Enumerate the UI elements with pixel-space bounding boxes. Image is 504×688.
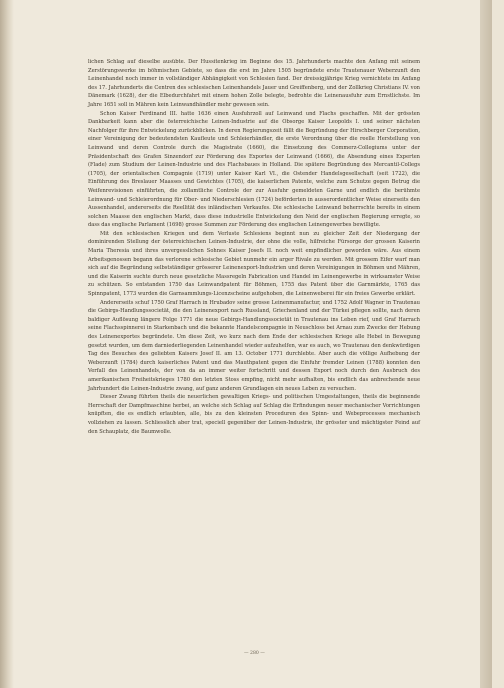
paragraph-3: Mit den schlesischen Kriegen und dem Verluste Schlesiens beginnt nun zu gleicher Zeit der Niedergang der dominirenden Stellung der österreichischen Leinen-Industrie, der ohne die volle, hilfreiche Fürsorge der grossen Kaiserin Maria Theresia und ihres unvergesslichen Sohnes Kaiser Josefs II. noch weit empfindlicher geworden wäre. Aus einem Arbeitsgenossen begann das verlorene schlesische Gebiet nunmehr ein arger Rivale zu werden. Mit grossem Eifer warf man sich auf die Begründung selbstständiger grösserer Leinenexport-Industrien und deren Vereinigungen in Böhmen und Mähren, und die Kaiserin suchte durch neue gesetzliche Massregeln Fabrication und Handel im Leinengewerbe in wirksamster Weise zu schützen. So entstanden 1750 das Leinwandpatent für Böhmen, 1755 das Patent über die Garnmärkte, 1765 das Spinnpatent, 1773 wurden die Garnsammlungs-Licenzscheine aufgehoben, die Leinenweberei für ein freies Gewerbe erklärt. bbox=[88, 230, 420, 298]
paragraph-5: Dieser Zwang führten theils die neuerlichen gewaltigen Kriegs- und politischen Umgestaltungen, theils die beginnende Herrschaft der Dampfmaschine herbei, an welche sich Schlag auf Schlag die Erfindungen neuer mechanischer Vorrichtungen knüpften, die es endlich erlaubten, alle, bis zu den kleinsten Proceduren des Spinn- und Webeprocesses mechanisch vollziehen zu lassen. Schliesslich aber trat, speciell gegenüber der Leinen-Industrie, ihr grösster und mächtigster Feind auf den Schauplatz, die Baumwolle. bbox=[88, 394, 420, 435]
body-text bbox=[88, 58, 420, 436]
paragraph-2: Schon Kaiser Ferdinand III. hatte 1636 einen Ausfuhrzoll auf Leinwand und Flachs geschaffen. Mit der grössten Dankbarkeit kann aber die österreichische Leinen-Industrie auf die Obsorge Kaiser Leopolds I. und seiner nächsten Nachfolger für ihre Entwickelung zurückblicken. In deren Regierungszeit fällt die Begründung der Hirschberger Corporation, einer Vereinigung der bedeutendsten Kaufleute und Schleierhändler, die erste Verordnung über die reelle Herstellung von Leinwand und deren Controle durch die Magistrate (1660), die Einsetzung des Commerz-Collegiums unter der Präsidentschaft des Grafen Sinzendorf zur Förderung des Exportes der Leinwand (1666), die Absendung eines Experten (Flade) zum Studium der Leinen-Industrie und des Flachsbaues in Holland. Die spätere Begründung des Mercantil-Collegs (1705), der orientalischen Compagnie (1719) unter Kaiser Karl VI., die Ostender Handelsgesellschaft (seit 1722), die Einführung des Breslauer Maasses und Gewichtes (1705), die kaiserlichen Patente, welche zum Schutze gegen Betrug die Weifenrevisionen einführten, die zollamtliche Controle der zur Ausfuhr gemeldeten Garne und endlich die berühmte Leinwand- und Schleierordnung für Ober- und Niederschlesien (1724) beförderten in ausserordentlicher Weise einerseits den Aussenhandel, andererseits die Reellität des inländischen Verkaufes. Die schlesische Leinwand beherrschte bereits in einem solchen Maasse den englischen Markt, dass diese industrielle Entwickelung den Neid der englischen Regierung erregte, so dass das englische Parlament (1698) grosse Summen zur Förderung des englischen Leinengewerbes bewilligte. bbox=[88, 110, 420, 229]
book-spine-shadow bbox=[0, 0, 14, 688]
page-edge bbox=[480, 0, 492, 688]
page-number: — 280 — bbox=[244, 651, 265, 656]
paragraph-1: lichen Schlag auf dieselbe ausübte. Der Hussitenkrieg im Beginne des 15. Jahrhunderts machte den Anfang mit seinem Zerstörungswerke im böhmischen Gebiete, so dass die erst im Jahre 1505 begründete erste Trautenauer Weberzunft den Leinenhandel noch immer in vollständiger Abhängigkeit von Schlesien fand. Der dreissigjährige Krieg vernichtete im Anfang des 17. Jahrhunderts die Centren des schlesischen Leinenhandels Jauer und Greiffenberg, und der Zollkrieg Christians IV. von Dänemark (1628), der die Elbedurchfahrt mit einem hohen Zolle belegte, bedrohte die Leinenausfuhr zum Ernstlichste. Im Jahre 1651 soll in Mähren kein Leinwandhändler mehr gewesen sein. bbox=[88, 59, 420, 108]
paragraph-4: Andererseits schuf 1750 Graf Harrach in Hrubadov seine grosse Leinenmanufactur, und 1752 Adolf Wagner in Trautenau die Gebirgs-Handlungssocietät, die den Leinenexport nach Russland, Griechenland und der Türkei pflegen sollte, nach deren baldiger Auflösung längere Folge 1771 die neue Gebirgs-Handlungssocietät in Trautenau ins Leben rief, und Graf Harrach seine Flachsspinnerei in Starkenbach und die bekannte Handelscompagnie in Neuschloss bei Arnau zum Zwecke der Hebung des Leinenexportes begründete. Um diese Zeit, wo kurz nach dem Ende der schlesischen Kriege alle Hebel in Bewegung gesetzt wurden, um dem darniederliegenden Leinenhandel wieder aufzuhelfen, war es auch, wo Trautenau den denkwürdigen Tag des Besuches des geliebten Kaisers Josef II. am 13. October 1771 durchlebte. Aber auch die völlige Aufhebung der Weberzunft (1784) durch kaiserliches Patent und das Mauthpatent gegen die Einfuhr fremder Leinen (1788) konnten den Verfall des Leinenhandels, der von da an immer weiter fortschritt und dessen Export noch durch den Ausbruch des amerikanischen Freiheitskrieges 1780 den letzten Stoss empfing, nicht mehr aufhalten, bis endlich das anbrechende neue Jahrhundert die Leinen-Industrie zwang, auf ganz anderen Grundlagen ein neues Leben zu versuchen. bbox=[88, 299, 420, 392]
